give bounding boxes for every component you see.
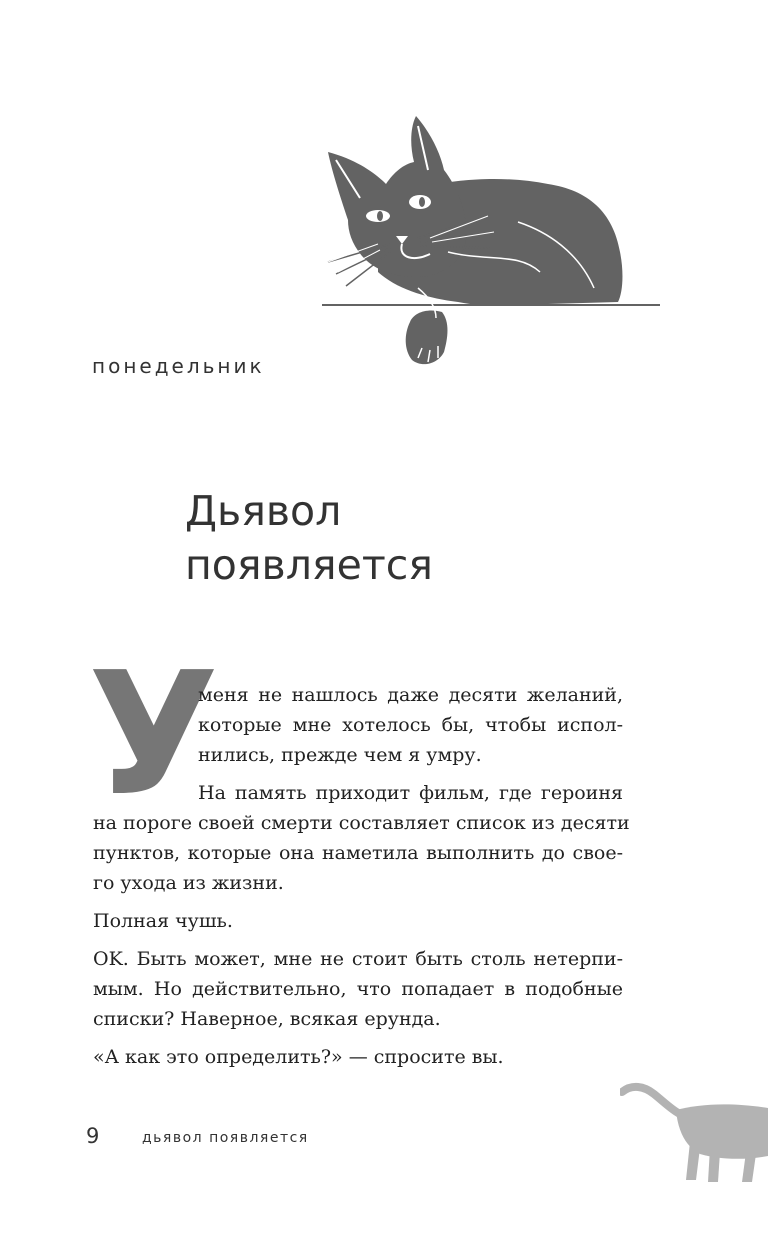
text-line: нились, прежде чем я умру. (198, 744, 482, 766)
chapter-title (185, 484, 433, 592)
text-line: списки? Наверное, всякая ерунда. (93, 1008, 441, 1030)
text-line: OK. Быть может, мне не стоит быть столь нетерпи- (93, 948, 623, 970)
page-number: 9 (86, 1124, 100, 1148)
text-line: которые мне хотелось бы, чтобы испол- (198, 714, 623, 736)
chapter-title-line-2: появляется (185, 541, 433, 589)
text-line: «А как это определить?» — спросите вы. (93, 1046, 504, 1068)
body-text (93, 680, 630, 1072)
day-label: понедельник (92, 354, 265, 378)
cat-illustration-icon (318, 112, 668, 372)
text-line: меня не нашлось даже десяти желаний, (198, 684, 623, 706)
running-title: дьявол появляется (142, 1130, 309, 1146)
chapter-title-line-1: Дьявол (185, 487, 342, 535)
text-line: Полная чушь. (93, 910, 233, 932)
text-line: на пороге своей смерти составляет список из десяти (93, 812, 630, 834)
text-line: На память приходит фильм, где героиня (198, 782, 623, 804)
cat-silhouette-icon (620, 1082, 768, 1188)
text-line: мым. Но действительно, что попадает в подобные (93, 978, 623, 1000)
drop-cap: У (88, 636, 220, 834)
text-line: пунктов, которые она наметила выполнить до свое- (93, 842, 623, 864)
text-line: го ухода из жизни. (93, 872, 284, 894)
